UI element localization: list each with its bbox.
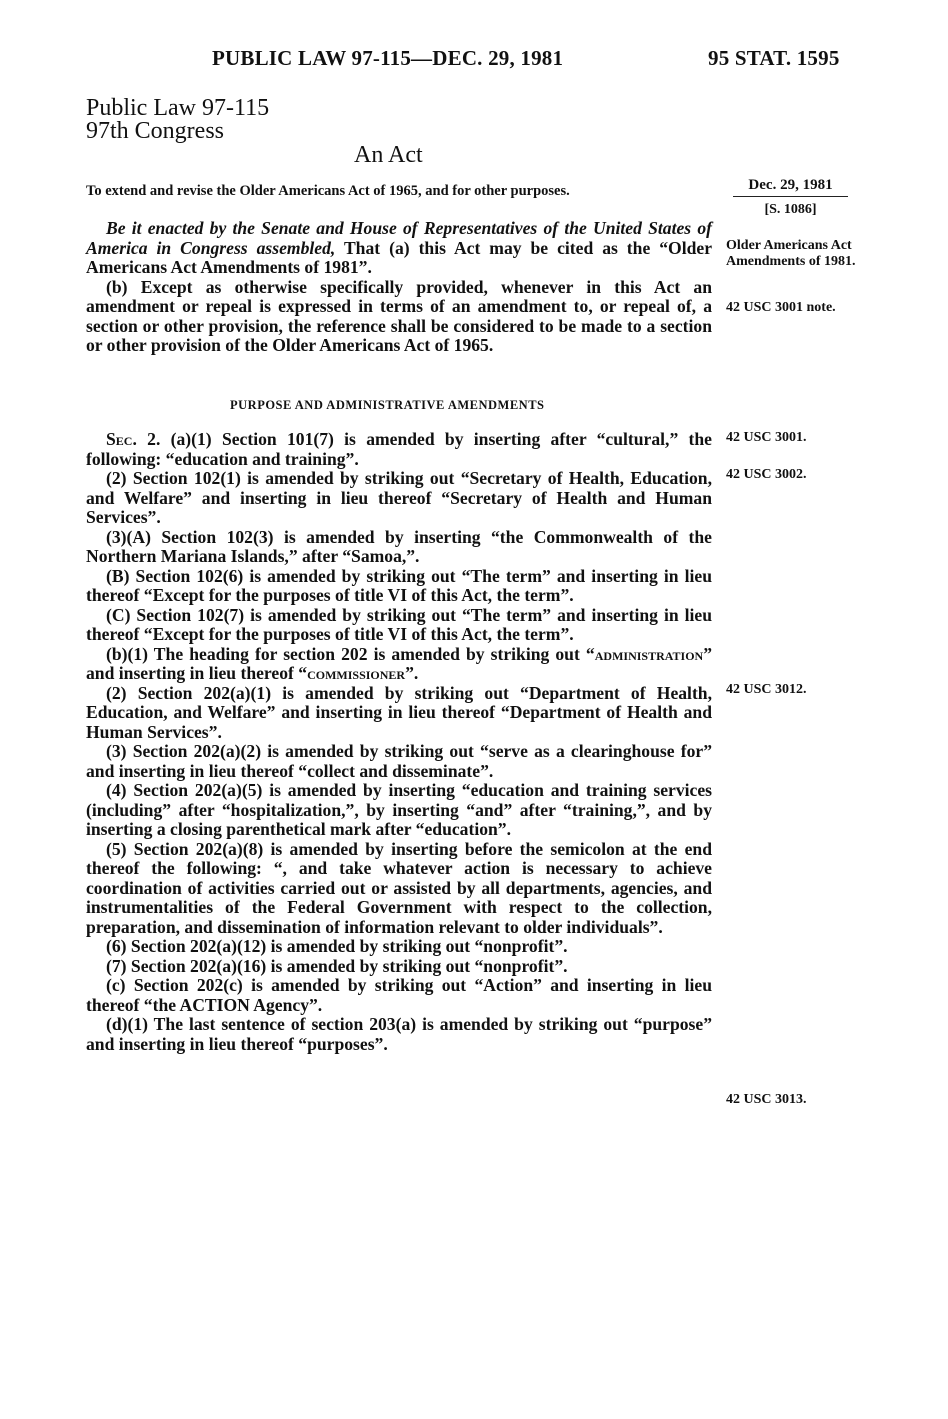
margin-note-usc: 42 USC 3002. (726, 467, 807, 482)
paragraph: (3) Section 202(a)(2) is amended by striking out “serve as a clearinghouse for” and inserting in lieu thereof “collect and disseminate”. (86, 741, 712, 781)
margin-note-usc: 42 USC 3001 note. (726, 300, 836, 315)
paragraph: (C) Section 102(7) is amended by striking out “The term” and inserting in lieu thereof “Except for the purposes of title VI of this Act, the term”. (86, 604, 712, 644)
purpose-line: To extend and revise the Older Americans Act of 1965, and for other purposes. (86, 183, 570, 199)
margin-note-short-title: Older Americans Act Amendments of 1981. (726, 238, 856, 269)
act-title: An Act (354, 142, 423, 168)
margin-note-usc: 42 USC 3012. (726, 682, 807, 697)
section-heading: PURPOSE AND ADMINISTRATIVE AMENDMENTS (230, 398, 545, 412)
public-law-number: Public Law 97-115 (86, 95, 270, 121)
sec-label: Sec. (106, 429, 137, 449)
paragraph: (6) Section 202(a)(12) is amended by striking out “nonprofit”. (106, 936, 568, 956)
paragraph: (2) Section 202(a)(1) is amended by striking out “Department of Health, Education, and Welfare” and inserting in lieu thereof “Department of Health and Human Services”. (86, 682, 712, 742)
paragraph: (7) Section 202(a)(16) is amended by striking out “nonprofit”. (106, 955, 568, 976)
b1-post: ”. (405, 663, 419, 683)
paragraph-b1 (86, 645, 712, 684)
sec2-first-text: 2. (a)(1) Section 101(7) is amended by inserting after “cultural,” the following: “education and training”. (86, 429, 712, 469)
running-head-left: PUBLIC LAW 97-115—DEC. 29, 1981 (212, 46, 564, 70)
paragraph: (B) Section 102(6) is amended by striking out “The term” and inserting in lieu thereof “Except for the purposes of title VI of this Act, the term”. (86, 565, 712, 605)
enacting-block (86, 219, 712, 356)
enacting-rest: That (a) this Act may be cited as the “Older Americans Act Amendments of 1981”. (86, 237, 713, 277)
enacting-italic: Be it enacted by the Senate and House of Representatives of the United States of America in Congress assembled, (86, 218, 712, 258)
section-2-block (86, 430, 712, 1054)
bill-number: [S. 1086] (764, 202, 817, 217)
margin-note-usc: 42 USC 3013. (726, 1092, 807, 1107)
paragraph: (3)(A) Section 102(3) is amended by inserting “the Commonwealth of the Northern Mariana Islands,” after “Samoa,”. (86, 526, 712, 566)
enactment-date: Dec. 29, 1981 (733, 177, 848, 197)
paragraph: (c) Section 202(c) is amended by striking out “Action” and inserting in lieu thereof “the ACTION Agency”. (86, 975, 712, 1015)
paragraph: (2) Section 102(1) is amended by striking out “Secretary of Health, Education, and Welfare” and inserting in lieu thereof “Secretary of Health and Human Services”. (86, 468, 712, 527)
paragraph: (4) Section 202(a)(5) is amended by inserting “education and training services (including” after “hospitalization,”, by inserting “and” after “training,”, and by inserting a closing parenthetical mark after “education”. (86, 780, 712, 839)
b1-pre: (b)(1) The heading for section 202 is amended by striking out “ (106, 643, 595, 664)
b1-commissioner: commissioner (307, 663, 406, 683)
sec2-first-paragraph (86, 430, 712, 469)
paragraph: (5) Section 202(a)(8) is amended by inserting before the semicolon at the end thereof the following: “, and take whatever action is necessary to achieve coordination of activities carried out or assisted by all departments, agencies, and instrumentalities of the Federal Government with respect to the collection, preparation, and dissemination of information relevant to older individuals”. (86, 838, 712, 937)
paragraph: (d)(1) The last sentence of section 203(a) is amended by striking out “purpose” and inserting in lieu thereof “purposes”. (86, 1014, 712, 1054)
enacting-clause (86, 219, 712, 278)
paragraph-b: (b) Except as otherwise specifically provided, whenever in this Act an amendment or repeal is expressed in terms of an amendment to, or repeal of, a section or other provision, the reference shall be considered to be made to a section or other provision of the Older Americans Act of 1965. (86, 276, 712, 355)
congress-label: 97th Congress (86, 118, 224, 144)
b1-administration: administration (594, 643, 704, 664)
running-head-right: 95 STAT. 1595 (708, 46, 840, 70)
b1-mid: ” and inserting in lieu thereof “ (86, 643, 712, 683)
margin-note-usc: 42 USC 3001. (726, 430, 807, 445)
